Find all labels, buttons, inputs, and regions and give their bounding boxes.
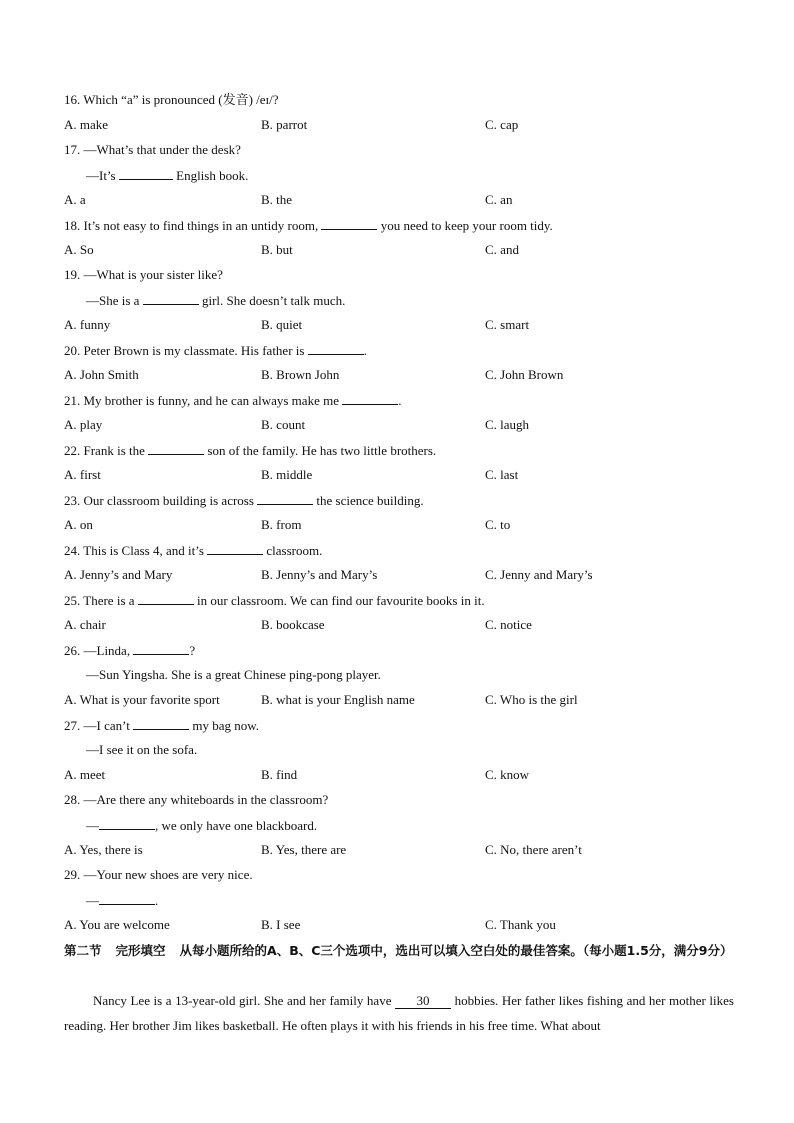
- question-16: 16. Which “a” is pronounced (发音) /eɪ/?: [64, 92, 279, 107]
- q27-option-c[interactable]: C. know: [485, 767, 530, 782]
- q28-option-c[interactable]: C. No, there aren’t: [485, 842, 582, 857]
- q22-option-c[interactable]: C. last: [485, 467, 519, 482]
- question-25: 25. There is a in our classroom. We can find our favourite books in it.: [64, 593, 485, 608]
- q26-option-a[interactable]: A. What is your favorite sport: [64, 692, 220, 707]
- answer-blank[interactable]: [138, 592, 194, 605]
- q16-option-a[interactable]: A. make: [64, 117, 109, 132]
- question-20: 20. Peter Brown is my classmate. His father is .: [64, 343, 367, 358]
- q25-option-a[interactable]: A. chair: [64, 617, 106, 632]
- question-29: 29. —Your new shoes are very nice.: [64, 867, 253, 882]
- question-29-reply: — .: [86, 893, 159, 908]
- q18-option-b[interactable]: B. but: [261, 242, 293, 257]
- q26-option-c[interactable]: C. Who is the girl: [485, 692, 578, 707]
- q25-option-b[interactable]: B. bookcase: [261, 617, 325, 632]
- answer-blank[interactable]: [119, 167, 173, 180]
- question-26: 26. —Linda, ?: [64, 643, 196, 658]
- answer-blank[interactable]: [133, 642, 189, 655]
- q20-option-a[interactable]: A. John Smith: [64, 367, 139, 382]
- q23-option-b[interactable]: B. from: [261, 517, 302, 532]
- section-instruction: 从每小题所给的A、B、C三个选项中，选出可以填入空白处的最佳答案。（每小题1.5分，满分9分）: [179, 943, 733, 958]
- q29-option-a[interactable]: A. You are welcome: [64, 917, 170, 932]
- answer-blank[interactable]: [342, 392, 398, 405]
- question-28-reply: — , we only have one blackboard.: [86, 818, 318, 833]
- q28-option-b[interactable]: B. Yes, there are: [261, 842, 347, 857]
- answer-blank[interactable]: [308, 342, 364, 355]
- question-27-reply: —I see it on the sofa.: [86, 742, 198, 757]
- answer-blank[interactable]: [99, 817, 155, 830]
- q19-option-c[interactable]: C. smart: [485, 317, 530, 332]
- q20-option-c[interactable]: C. John Brown: [485, 367, 564, 382]
- question-17-reply: —It’s English book.: [86, 168, 249, 183]
- question-21: 21. My brother is funny, and he can always make me .: [64, 393, 402, 408]
- answer-blank[interactable]: [207, 542, 263, 555]
- q21-option-c[interactable]: C. laugh: [485, 417, 530, 432]
- question-23: 23. Our classroom building is across the science building.: [64, 493, 424, 508]
- answer-blank[interactable]: [148, 442, 204, 455]
- cloze-blank-30[interactable]: 30: [395, 994, 451, 1009]
- q29-option-c[interactable]: C. Thank you: [485, 917, 556, 932]
- q18-option-a[interactable]: A. So: [64, 242, 94, 257]
- q27-option-b[interactable]: B. find: [261, 767, 298, 782]
- question-17: 17. —What’s that under the desk?: [64, 142, 241, 157]
- answer-blank[interactable]: [257, 492, 313, 505]
- q27-option-a[interactable]: A. meet: [64, 767, 106, 782]
- q25-option-c[interactable]: C. notice: [485, 617, 532, 632]
- q24-option-c[interactable]: C. Jenny and Mary’s: [485, 567, 593, 582]
- q29-option-b[interactable]: B. I see: [261, 917, 301, 932]
- question-22: 22. Frank is the son of the family. He has two little brothers.: [64, 443, 437, 458]
- q24-option-b[interactable]: B. Jenny’s and Mary’s: [261, 567, 378, 582]
- question-19-reply: —She is a girl. She doesn’t talk much.: [86, 293, 346, 308]
- question-26-reply: —Sun Yingsha. She is a great Chinese ping-pong player.: [86, 667, 381, 682]
- q19-option-a[interactable]: A. funny: [64, 317, 111, 332]
- question-28: 28. —Are there any whiteboards in the classroom?: [64, 792, 329, 807]
- q17-option-b[interactable]: B. the: [261, 192, 293, 207]
- question-24: 24. This is Class 4, and it’s classroom.: [64, 543, 323, 558]
- q16-option-c[interactable]: C. cap: [485, 117, 519, 132]
- q22-option-b[interactable]: B. middle: [261, 467, 313, 482]
- cloze-passage: Nancy Lee is a 13-year-old girl. She and her family have 30 hobbies. Her father likes fishing and her mother likes reading. Her brother Jim likes basketball. He often plays it with his friends in his free time. What about: [64, 993, 734, 1033]
- section-heading: [64, 938, 736, 963]
- answer-blank[interactable]: [143, 292, 199, 305]
- q24-option-a[interactable]: A. Jenny’s and Mary: [64, 567, 173, 582]
- q18-option-c[interactable]: C. and: [485, 242, 519, 257]
- q26-option-b[interactable]: B. what is your English name: [261, 692, 415, 707]
- q28-option-a[interactable]: A. Yes, there is: [64, 842, 143, 857]
- q17-option-c[interactable]: C. an: [485, 192, 513, 207]
- q22-option-a[interactable]: A. first: [64, 467, 101, 482]
- answer-blank[interactable]: [321, 217, 377, 230]
- question-18: 18. It’s not easy to find things in an untidy room, you need to keep your room tidy.: [64, 218, 553, 233]
- q23-option-c[interactable]: C. to: [485, 517, 511, 532]
- q23-option-a[interactable]: A. on: [64, 517, 93, 532]
- q19-option-b[interactable]: B. quiet: [261, 317, 303, 332]
- q20-option-b[interactable]: B. Brown John: [261, 367, 340, 382]
- answer-blank[interactable]: [99, 892, 155, 905]
- section-label: 第二节: [64, 943, 102, 958]
- section-title: 完形填空: [115, 943, 166, 958]
- question-19: 19. —What is your sister like?: [64, 267, 223, 282]
- q21-option-a[interactable]: A. play: [64, 417, 103, 432]
- q16-option-b[interactable]: B. parrot: [261, 117, 308, 132]
- q17-option-a[interactable]: A. a: [64, 192, 86, 207]
- answer-blank[interactable]: [133, 717, 189, 730]
- question-27: 27. —I can’t my bag now.: [64, 718, 260, 733]
- q21-option-b[interactable]: B. count: [261, 417, 306, 432]
